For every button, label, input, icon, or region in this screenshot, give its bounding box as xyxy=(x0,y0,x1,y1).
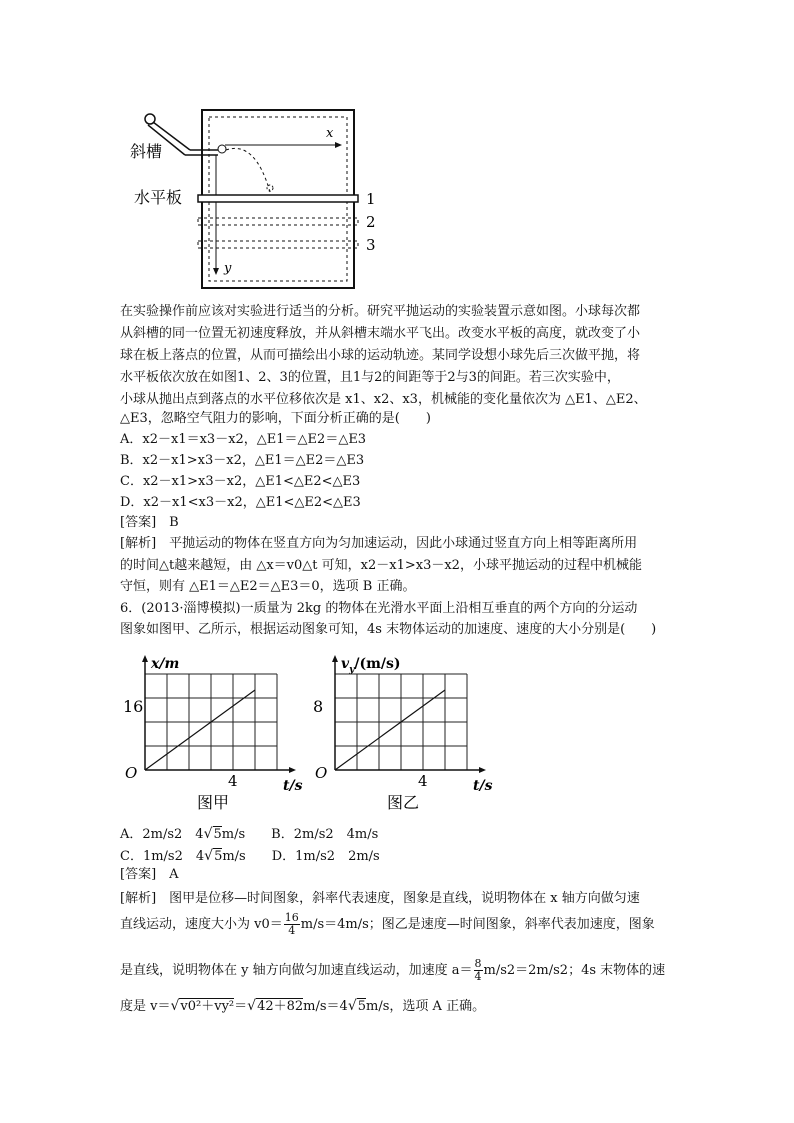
q6-answer: [答案] A xyxy=(120,867,179,882)
graph-title: 图乙 xyxy=(387,793,420,812)
x-tick-label: 4 xyxy=(418,772,428,790)
graph-velocity-time xyxy=(310,650,493,815)
y-axis-arrow xyxy=(213,268,219,275)
sqrt-symbol: √ xyxy=(170,998,180,1014)
y-axis-label: x/m xyxy=(151,656,180,672)
q6-stem-line-2: 图象如图甲、乙所示，根据运动图象可知，4s 末物体运动的加速度、速度的大小分别是( ) xyxy=(120,622,657,637)
x-axis-arrow xyxy=(335,142,342,148)
fraction-numerator: 8 xyxy=(474,957,482,970)
q5-option-b: B．x2－x1>x3－x2，△E1＝△E2＝△E3 xyxy=(120,453,365,468)
q6-option-a-radicand: 5 xyxy=(213,827,222,842)
q6-option-c-radicand: 5 xyxy=(214,849,223,864)
q6-analysis-text: m/s2＝2m/s2；4s 末物体的速 xyxy=(483,963,666,978)
data-series-line xyxy=(145,690,255,770)
chute-label: 斜槽 xyxy=(130,142,163,161)
q5-stem-line-5: 小球从抛出点到落点的水平位移依次是 x1、x2、x3，机械能的变化量依次为 △E1、△E2、 xyxy=(120,392,647,407)
sqrt-symbol: √ xyxy=(203,826,213,842)
sqrt-symbol: √ xyxy=(347,998,357,1014)
fraction-numerator: 16 xyxy=(284,911,299,924)
x-axis-arrow xyxy=(479,767,486,773)
apparatus-figure xyxy=(130,100,390,295)
graph-displacement-time xyxy=(120,650,303,815)
origin-label: O xyxy=(315,764,328,782)
position-3-label: 3 xyxy=(366,236,376,254)
q6-option-c-tail: m/s D．1m/s2 2m/s xyxy=(222,849,380,864)
q6-analysis-line-3 xyxy=(120,958,665,983)
y-tick-label: 16 xyxy=(123,697,144,716)
q6-analysis-line-2 xyxy=(120,912,655,937)
q5-answer: [答案] B xyxy=(120,515,179,530)
x-axis-label: t/s xyxy=(473,778,493,794)
q5-stem-line-6: △E3，忽略空气阻力的影响，下面分析正确的是( ) xyxy=(120,411,431,426)
y-axis-arrow xyxy=(142,655,148,662)
sqrt-symbol: √ xyxy=(204,848,214,864)
q6-analysis-text: m/s＝4m/s；图乙是速度—时间图象，斜率代表加速度，图象 xyxy=(300,917,655,932)
q6-analysis-text: ＝ xyxy=(234,999,248,1014)
x-axis-label: t/s xyxy=(283,778,303,794)
sqrt-symbol: √ xyxy=(247,998,257,1014)
q6-analysis-text: m/s＝4 xyxy=(303,999,348,1014)
fraction-16-over-4 xyxy=(284,912,300,937)
y-axis-arrow xyxy=(332,655,338,662)
q6-option-c-d xyxy=(120,847,380,866)
q6-analysis-line-4 xyxy=(120,997,485,1016)
position-1-label: 1 xyxy=(366,190,376,208)
q6-analysis-text: m/s，选项 A 正确。 xyxy=(366,999,486,1014)
q5-stem-line-4: 水平板依次放在如图1、2、3的位置，且1与2的间距等于2与3的间距。若三次实验中， xyxy=(120,370,620,385)
board-label: 水平板 xyxy=(134,188,183,207)
q6-option-a-tail: m/s B．2m/s2 4m/s xyxy=(221,827,379,842)
radicand-velocity-sum: v0²＋vy² xyxy=(180,999,235,1014)
radicand-five: 5 xyxy=(357,999,367,1014)
fraction-denominator: 4 xyxy=(474,970,482,983)
q5-option-d: D．x2－x1<x3－x2，△E1<△E2<△E3 xyxy=(120,495,361,510)
q6-option-a-b xyxy=(120,825,378,844)
q6-analysis-text: 直线运动，速度大小为 v0＝ xyxy=(120,917,283,932)
y-tick-label: 8 xyxy=(313,697,324,716)
x-axis-label: x xyxy=(326,126,334,141)
q5-stem-line-3: 球在板上落点的位置，从而可描绘出小球的运动轨迹。某同学设想小球先后三次做平抛，将 xyxy=(120,348,641,363)
q6-analysis-text: 是直线，说明物体在 y 轴方向做匀加速直线运动，加速度 a＝ xyxy=(120,963,473,978)
fraction-denominator: 4 xyxy=(288,924,296,937)
q6-option-c-text: C．1m/s2 4 xyxy=(120,849,205,864)
data-series-line xyxy=(335,690,445,770)
origin-label: O xyxy=(125,764,138,782)
q5-option-a: A．x2－x1＝x3－x2，△E1＝△E2＝△E3 xyxy=(120,432,367,447)
x-axis-arrow xyxy=(289,767,296,773)
position-2-label: 2 xyxy=(366,213,376,231)
q6-stem-line-1: 6．(2013·淄博模拟)一质量为 2kg 的物体在光滑水平面上沿相互垂直的两个方向的分运动 xyxy=(120,601,638,616)
fraction-8-over-4 xyxy=(474,958,483,983)
graph-title: 图甲 xyxy=(197,793,230,812)
radicand-numeric: 42＋82 xyxy=(257,999,304,1014)
q6-analysis-line-1: [解析] 图甲是位移—时间图象，斜率代表速度，图象是直线，说明物体在 x 轴方向做匀速 xyxy=(120,891,640,906)
y-axis-label: y xyxy=(224,261,232,276)
q5-analysis-line-3: 守恒，则有 △E1＝△E2＝△E3＝0，选项 B 正确。 xyxy=(120,579,416,594)
q5-option-c: C．x2－x1>x3－x2，△E1<△E2<△E3 xyxy=(120,474,361,489)
y-axis-label: $v_y/(m/s)$ xyxy=(341,656,401,675)
q5-analysis-line-1: [解析] 平抛运动的物体在竖直方向为匀加速运动，因此小球通过竖直方向上相等距离所用 xyxy=(120,536,638,551)
x-tick-label: 4 xyxy=(228,772,238,790)
q6-analysis-text: 度是 v＝ xyxy=(120,999,171,1014)
q5-stem-line-1: 在实验操作前应该对实验进行适当的分析。研究平抛运动的实验装置示意如图。小球每次都 xyxy=(120,304,641,319)
q5-stem-line-2: 从斜槽的同一位置无初速度释放，并从斜槽末端水平飞出。改变水平板的高度，就改变了小 xyxy=(120,326,641,341)
q6-option-a-text: A．2m/s2 4 xyxy=(120,827,204,842)
q5-analysis-line-2: 的时间△t越来越短，由 △x＝v0△t 可知，x2－x1>x3－x2，小球平抛运动的过程中机械能 xyxy=(120,558,642,573)
